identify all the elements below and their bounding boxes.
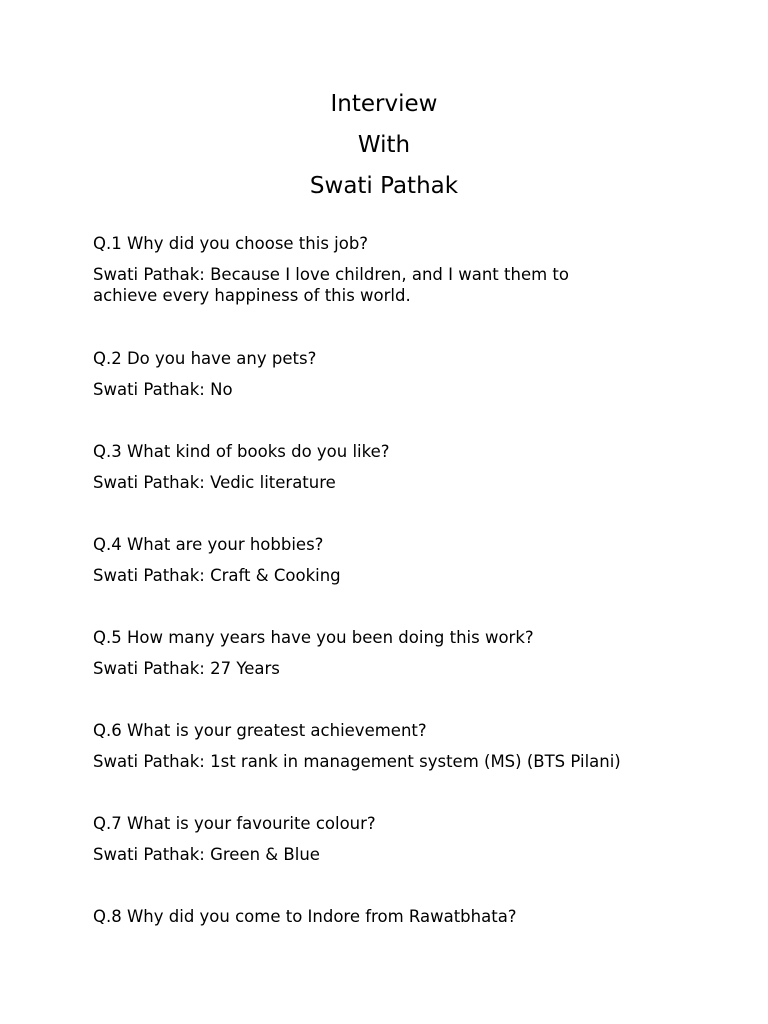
question-5: Q.5 How many years have you been doing this work? (93, 628, 534, 647)
answer-4: Swati Pathak: Craft & Cooking (93, 566, 341, 585)
answer-3: Swati Pathak: Vedic literature (93, 473, 336, 492)
question-6: Q.6 What is your greatest achievement? (93, 721, 427, 740)
qa-item-4 (93, 534, 733, 627)
answer-1: Swati Pathak: Because I love children, and I want them to achieve every happiness of this world. (93, 265, 569, 305)
document-title (0, 84, 768, 207)
question-2: Q.2 Do you have any pets? (93, 349, 317, 368)
title-line-name: Swati Pathak (309, 173, 459, 199)
qa-item-6 (93, 720, 733, 813)
qa-item-3 (93, 441, 733, 534)
question-3: Q.3 What kind of books do you like? (93, 442, 390, 461)
title-line-with: With (357, 132, 411, 158)
qa-list (93, 233, 733, 999)
qa-item-7 (93, 813, 733, 906)
answer-5: Swati Pathak: 27 Years (93, 659, 280, 678)
title-line-interview: Interview (330, 91, 438, 117)
qa-item-8 (93, 906, 733, 999)
qa-item-5 (93, 627, 733, 720)
question-7: Q.7 What is your favourite colour? (93, 814, 376, 833)
qa-item-2 (93, 348, 733, 441)
question-4: Q.4 What are your hobbies? (93, 535, 324, 554)
answer-2: Swati Pathak: No (93, 380, 233, 399)
question-1: Q.1 Why did you choose this job? (93, 234, 369, 253)
question-8: Q.8 Why did you come to Indore from Rawatbhata? (93, 907, 517, 926)
answer-6: Swati Pathak: 1st rank in management system (MS) (BTS Pilani) (93, 752, 621, 771)
answer-7: Swati Pathak: Green & Blue (93, 845, 320, 864)
qa-item-1 (93, 233, 733, 348)
